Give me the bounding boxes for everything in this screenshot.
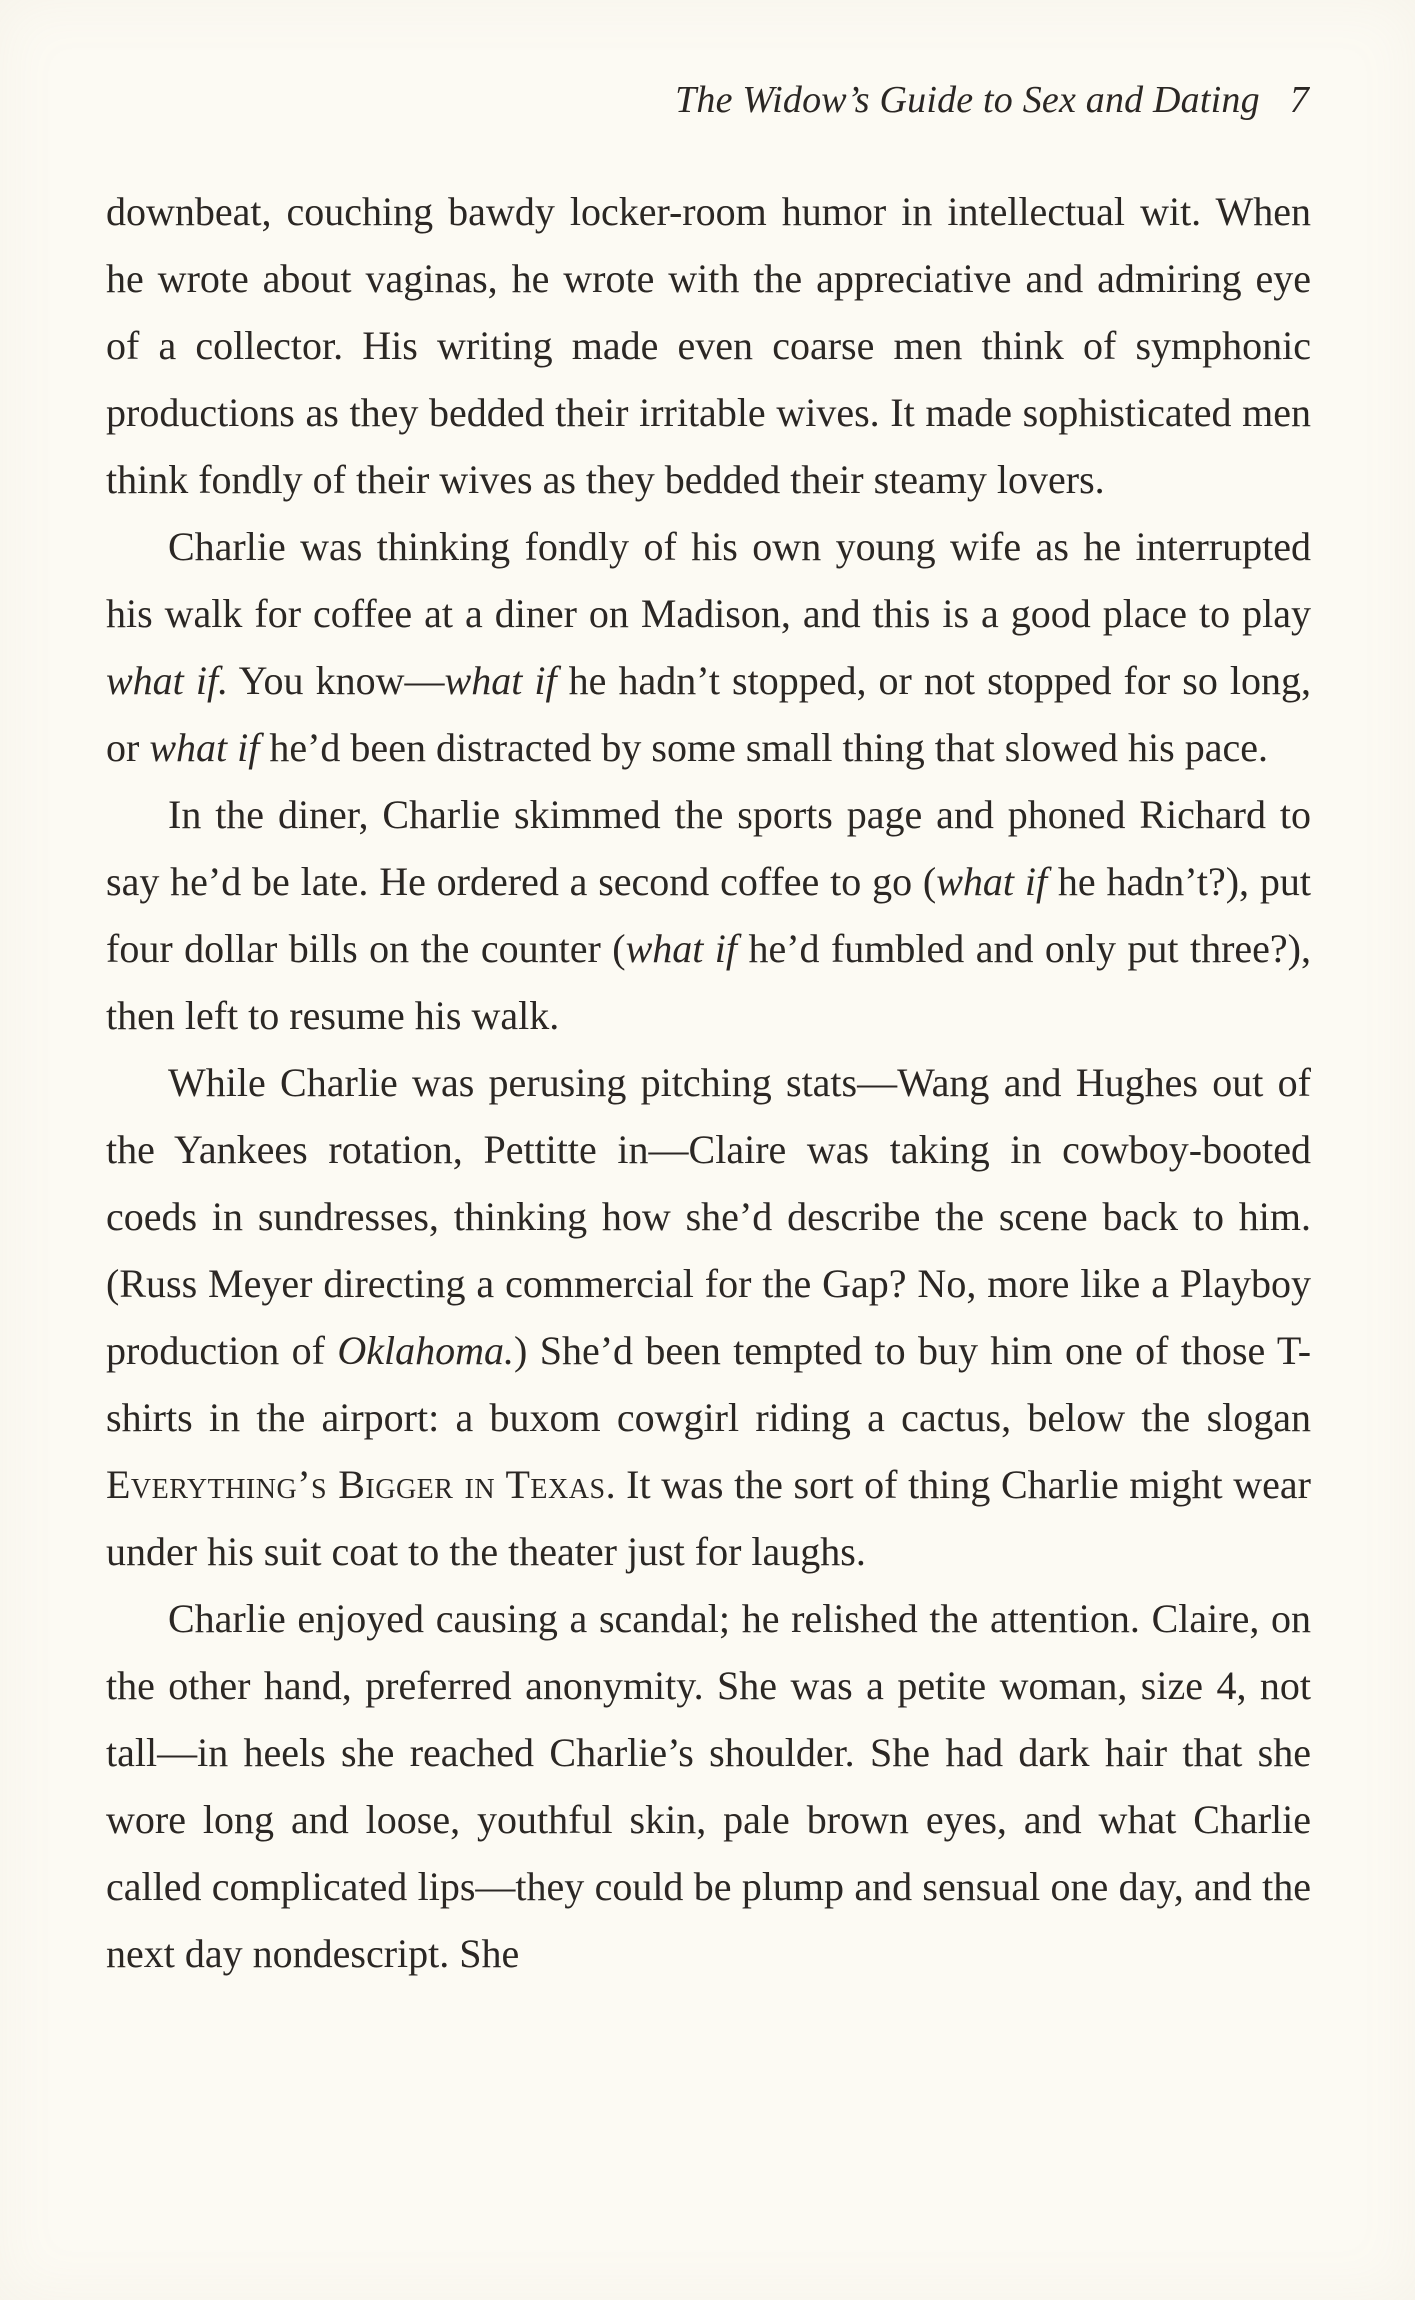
- paragraph-3-italic-1: what if: [936, 859, 1048, 904]
- paragraph-5-text: Charlie enjoyed causing a scandal; he relished the attention. Claire, on the other hand, preferred anonymity. She was a petite woman, size 4, not tall—in heels she reached Charlie’s shoulder. She had dark hair that she wore long and loose, youthful skin, pale brown eyes, and what Charlie called complicated lips—they could be plump and sensual one day, and the next day nondescript. She: [106, 1596, 1311, 1976]
- paragraph-2-span-2: You know—: [228, 658, 445, 703]
- page-number: 7: [1289, 79, 1309, 121]
- paragraph-2-span-4: he’d been distracted by some small thing that slowed his pace.: [259, 725, 1268, 770]
- paragraph-1-text: downbeat, couching bawdy locker-room humor in intellectual wit. When he wrote about vaginas, he wrote with the appreciative and admiring eye of a collector. His writing made even coarse men think of symphonic productions as they bedded their irritable wives. It made sophisticated men think fondly of their wives as they bedded their steamy lovers.: [106, 189, 1311, 502]
- running-header: [675, 78, 1309, 122]
- body-text: [106, 178, 1311, 1987]
- paragraph-3-italic-2: what if: [625, 926, 738, 971]
- paragraph-1: [106, 178, 1311, 513]
- paragraph-3-span-1: In the diner, Charlie skimmed the sports page and phoned Richard to say he’d be late. He ordered a second coffee to go (: [106, 792, 1311, 904]
- book-title: The Widow’s Guide to Sex and Dating: [675, 79, 1260, 121]
- paragraph-5: [106, 1585, 1311, 1987]
- paragraph-4-smallcaps-slogan: Everything’s Bigger in Texas: [106, 1462, 606, 1507]
- paragraph-4-italic-1: Oklahoma.: [337, 1328, 515, 1373]
- paragraph-4-span-2: ) She’d been tempted to buy him one of those T-shirts in the airport: a buxom cowgirl riding a cactus, below the slogan: [106, 1328, 1312, 1440]
- paragraph-3-span-2: he hadn’t?), put four dollar bills on the counter (: [106, 859, 1311, 971]
- paragraph-2-span-1: Charlie was thinking fondly of his own young wife as he interrupted his walk for coffee at a diner on Madison, and this is a good place to play: [106, 524, 1311, 636]
- paragraph-3: [106, 781, 1311, 1049]
- paragraph-4-span-3: . It was the sort of thing Charlie might wear under his suit coat to the theater just for laughs.: [106, 1462, 1311, 1574]
- paragraph-2-italic-1: what if.: [106, 658, 229, 703]
- paragraph-2-italic-3: what if: [149, 725, 260, 770]
- paragraph-2-span-3: he hadn’t stopped, or not stopped for so long, or: [106, 658, 1312, 770]
- paragraph-4-span-1: While Charlie was perusing pitching stats—Wang and Hughes out of the Yankees rotation, Pettitte in—Claire was taking in cowboy-booted coeds in sundresses, thinking how she’d describe the scene back to him. (Russ Meyer directing a commercial for the Gap? No, more like a Playboy production of: [106, 1060, 1311, 1373]
- paragraph-2-italic-2: what if: [444, 658, 557, 703]
- paragraph-3-span-3: he’d fumbled and only put three?), then left to resume his walk.: [106, 926, 1311, 1038]
- paragraph-4: [106, 1049, 1311, 1585]
- paragraph-2: [106, 513, 1311, 781]
